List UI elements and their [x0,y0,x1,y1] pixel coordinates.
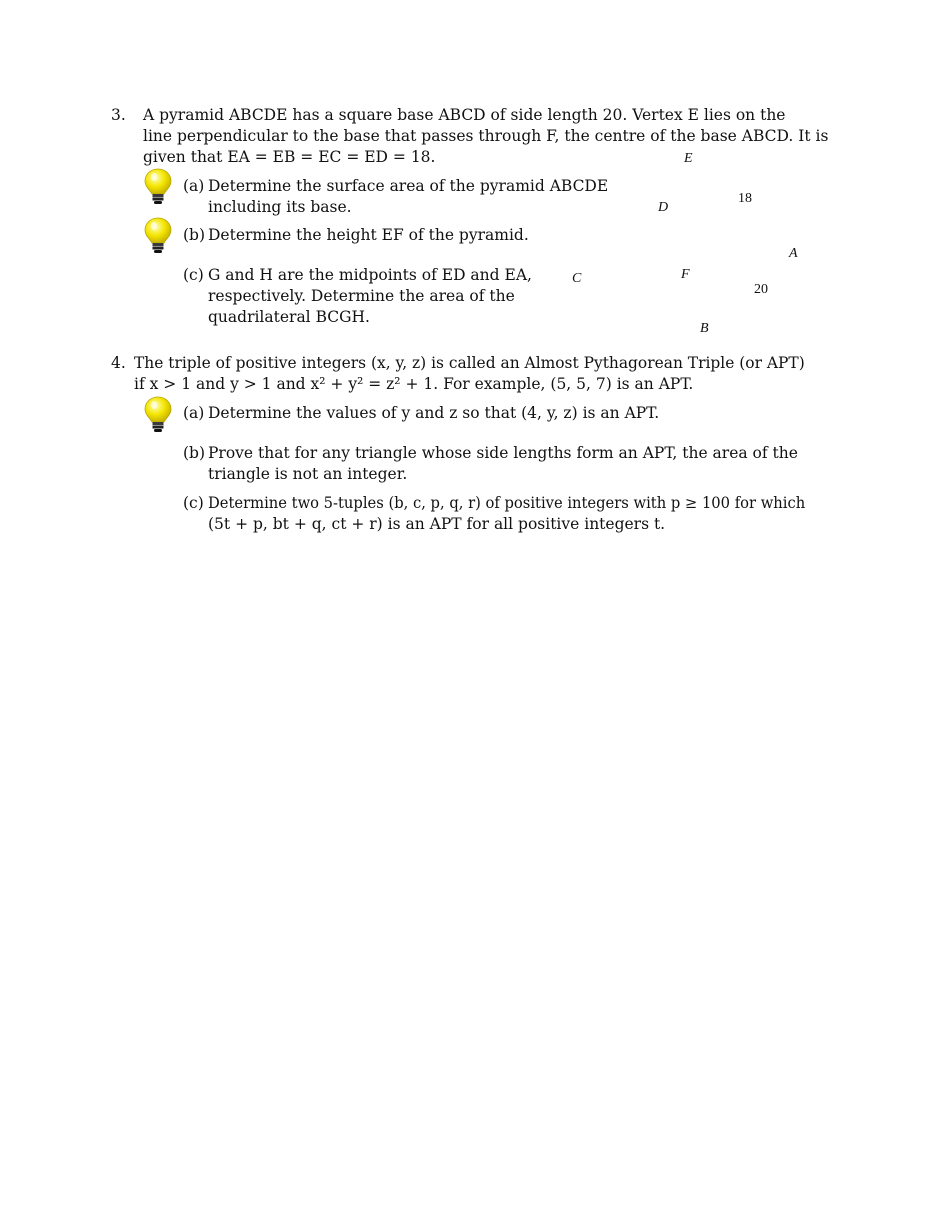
figure-vertex-e-label: E [684,151,693,166]
problem-3a-label: (a) [183,177,205,195]
problem-3c-text-2: respectively. Determine the area of the [208,287,515,305]
problem-4-line-2: if x > 1 and y > 1 and x² + y² = z² + 1. For example, (5, 5, 7) is an APT. [134,375,694,393]
lightbulb-icon[interactable] [144,217,172,255]
problem-3a-text-1: Determine the surface area of the pyramid ABCDE [208,177,609,195]
problem-3b-text-1: Determine the height EF of the pyramid. [208,226,529,244]
lightbulb-icon[interactable] [144,168,172,206]
problem-3-line-1: A pyramid ABCDE has a square base ABCD of side length 20. Vertex E lies on the [143,106,786,124]
problem-3c-text-3: quadrilateral BCGH. [208,308,370,326]
figure-vertex-c-label: C [572,271,582,286]
problem-4a-text-1: Determine the values of y and z so that (4, y, z) is an APT. [208,404,660,422]
problem-3c-label: (c) [183,266,204,284]
problem-4c-text-1: Determine two 5-tuples (b, c, p, q, r) of positive integers with p ≥ 100 for which [208,494,806,512]
problem-3-line-3: given that EA = EB = EC = ED = 18. [143,148,436,166]
problem-4-number: 4. [111,354,126,372]
problem-3-number: 3. [111,106,126,124]
problem-4a-label: (a) [183,404,205,422]
figure-vertex-a-label: A [789,246,798,261]
problem-3b-label: (b) [183,226,206,244]
figure-vertex-b-label: B [700,321,709,336]
lightbulb-icon[interactable] [144,396,172,434]
problem-4-line-1: The triple of positive integers (x, y, z) is called an Almost Pythagorean Triple (or APT) [134,354,805,372]
problem-4b-label: (b) [183,444,206,462]
problem-4b-text-1: Prove that for any triangle whose side lengths form an APT, the area of the [208,444,798,462]
figure-edge-length-label: 18 [738,191,752,206]
figure-vertex-d-label: D [658,200,669,215]
figure-side-length-label: 20 [754,282,768,297]
problem-4c-label: (c) [183,494,204,512]
problem-3-line-2: line perpendicular to the base that passes through F, the centre of the base ABCD. It is [143,127,829,145]
figure-center-f-label: F [681,267,690,282]
problem-3a-text-2: including its base. [208,198,352,216]
problem-4c-text-2: (5t + p, bt + q, ct + r) is an APT for all positive integers t. [208,515,666,533]
problem-3c-text-1: G and H are the midpoints of ED and EA, [208,266,532,284]
problem-4b-text-2: triangle is not an integer. [208,465,408,483]
